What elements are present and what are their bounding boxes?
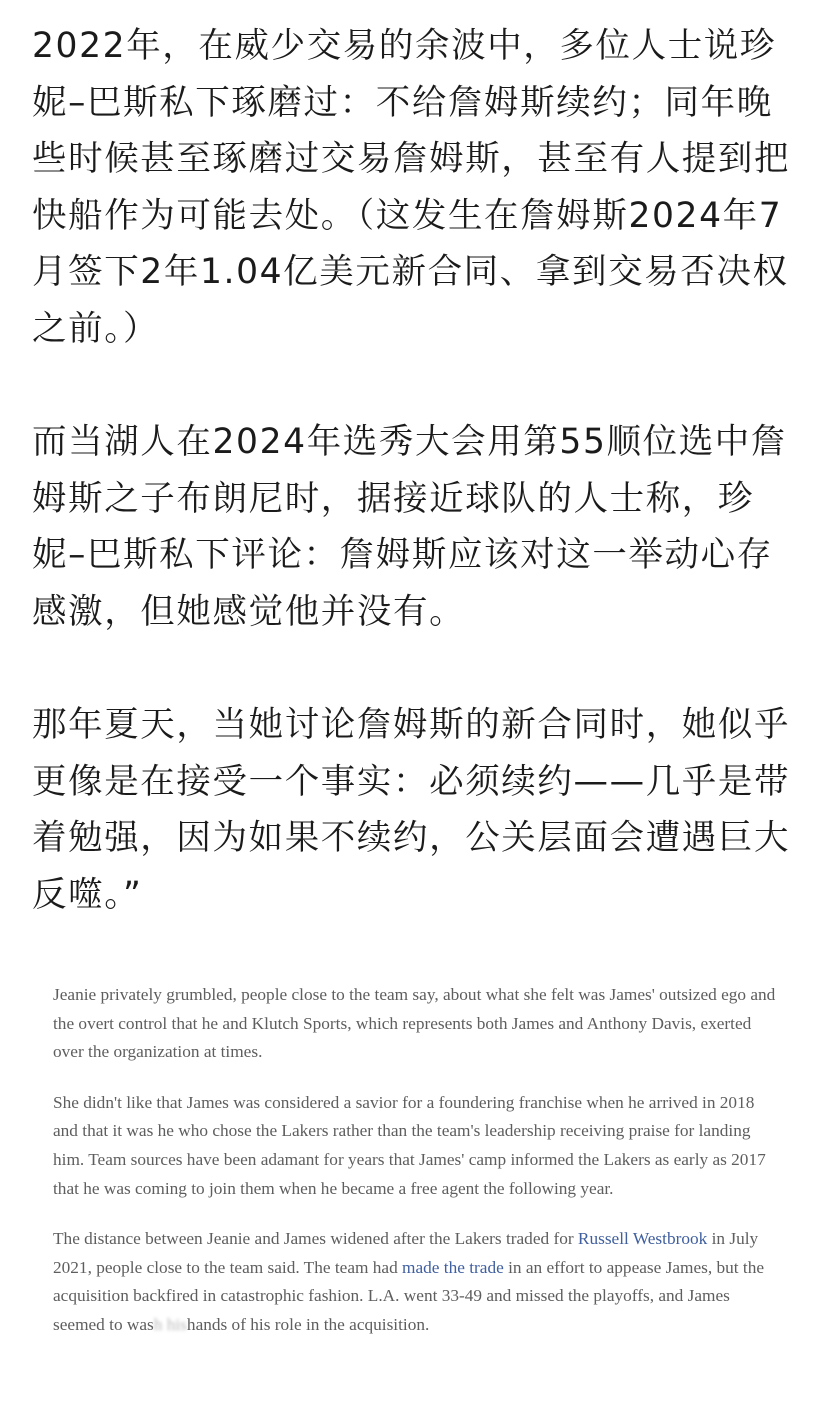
chinese-article-text [32, 18, 798, 924]
chinese-paragraph-2: 而当湖人在2024年选秀大会用第55顺位选中詹姆斯之子布朗尼时，据接近球队的人士称，珍妮–巴斯私下评论：詹姆斯应该对这一举动心存感激，但她感觉他并没有。 [32, 422, 787, 632]
chinese-paragraph-3: 那年夏天，当她讨论詹姆斯的新合同时，她似乎更像是在接受一个事实：必须续约——几乎是带着勉强，因为如果不续约，公关层面会遭遇巨大反噬。” [32, 705, 791, 915]
excerpt-text-segment: in July 2021, people close to the team said. The team had [53, 1229, 759, 1277]
chinese-paragraph-1: 2022年，在威少交易的余波中，多位人士说珍妮–巴斯私下琢磨过：不给詹姆斯续约；同年晚些时候甚至琢磨过交易詹姆斯，甚至有人提到把快船作为可能去处。（这发生在詹姆斯2024年7月签下2年1.04亿美元新合同、拿到交易否决权之前。） [32, 26, 791, 349]
excerpt-text-segment: hands of his role in the acquisition. [186, 1314, 430, 1334]
made-the-trade-link[interactable]: made the trade [402, 1257, 504, 1277]
excerpt-paragraph-1: Jeanie privately grumbled, people close to the team say, about what she felt was James' outsized ego and the overt control that he and Klutch Sports, which represents both James and Anthony Davis, exerted over the organization at times. [53, 985, 776, 1062]
excerpt-text-segment: in an effort to appease James, but the acquisition backfired in catastrophic fashion. L.A. went 33-49 and missed the playoffs, and James seemed to was [53, 1257, 765, 1334]
excerpt-paragraph-2: She didn't like that James was considered a savior for a foundering franchise when he arrived in 2018 and that it was he who chose the Lakers rather than the team's leadership receiving praise for landing him. Team sources have been adamant for years that James' camp informed the Lakers as early as 2017 that he was coming to join them when he became a free agent the following year. [53, 1092, 766, 1198]
excerpt-paragraph-3 [53, 1225, 778, 1339]
english-article-excerpt [53, 981, 778, 1340]
excerpt-text-segment: The distance between Jeanie and James widened after the Lakers traded for [53, 1229, 578, 1249]
russell-westbrook-link[interactable]: Russell Westbrook [577, 1229, 708, 1249]
obscured-text: h his [153, 1314, 187, 1334]
